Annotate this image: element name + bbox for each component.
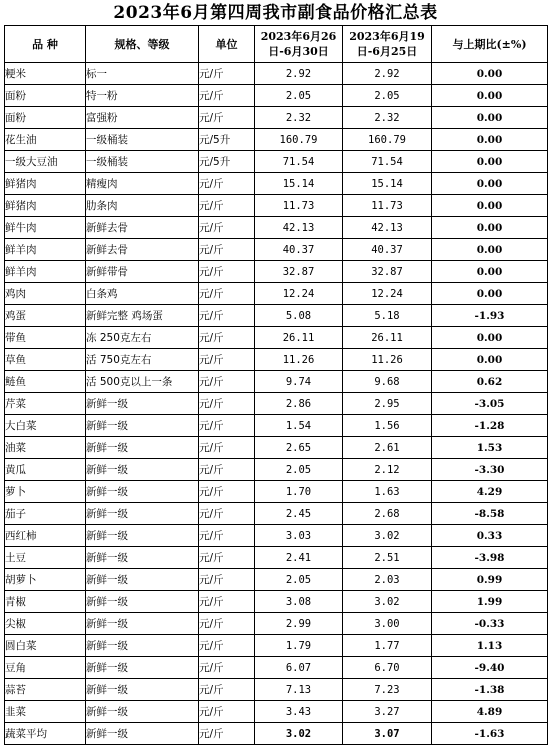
table-row (5, 481, 548, 503)
cell-spec: 新鲜一级 (86, 415, 199, 437)
table-row (5, 151, 548, 173)
cell-unit: 元/斤 (199, 569, 255, 591)
cell-unit: 元/斤 (199, 327, 255, 349)
cell-name: 鲜猪肉 (5, 173, 86, 195)
cell-change: 1.53 (432, 437, 548, 459)
cell-spec: 新鲜一级 (86, 437, 199, 459)
cell-unit: 元/斤 (199, 547, 255, 569)
cell-current-price: 42.13 (255, 217, 343, 239)
cell-unit: 元/斤 (199, 217, 255, 239)
table-row (5, 393, 548, 415)
cell-spec: 肋条肉 (86, 195, 199, 217)
cell-previous-price: 1.56 (343, 415, 432, 437)
cell-name: 蒜苔 (5, 679, 86, 701)
table-row (5, 305, 548, 327)
cell-spec: 新鲜一级 (86, 701, 199, 723)
cell-current-price: 3.08 (255, 591, 343, 613)
table-row (5, 437, 548, 459)
cell-name: 韭菜 (5, 701, 86, 723)
cell-current-price: 11.26 (255, 349, 343, 371)
cell-unit: 元/斤 (199, 349, 255, 371)
table-row (5, 701, 548, 723)
cell-unit: 元/5升 (199, 129, 255, 151)
cell-name: 鸡蛋 (5, 305, 86, 327)
cell-unit: 元/斤 (199, 371, 255, 393)
cell-previous-price: 12.24 (343, 283, 432, 305)
cell-previous-price: 160.79 (343, 129, 432, 151)
cell-change: -1.28 (432, 415, 548, 437)
cell-previous-price: 2.61 (343, 437, 432, 459)
cell-unit: 元/斤 (199, 415, 255, 437)
cell-name: 带鱼 (5, 327, 86, 349)
cell-previous-price: 3.02 (343, 525, 432, 547)
cell-name: 一级大豆油 (5, 151, 86, 173)
cell-unit: 元/斤 (199, 459, 255, 481)
cell-unit: 元/斤 (199, 173, 255, 195)
cell-change: 0.00 (432, 63, 548, 85)
cell-current-price: 2.05 (255, 85, 343, 107)
table-row (5, 723, 548, 745)
cell-spec: 新鲜一级 (86, 481, 199, 503)
cell-spec: 标一 (86, 63, 199, 85)
cell-unit: 元/斤 (199, 107, 255, 129)
cell-name: 胡萝卜 (5, 569, 86, 591)
cell-name: 黄瓜 (5, 459, 86, 481)
cell-spec: 新鲜一级 (86, 459, 199, 481)
table-row (5, 217, 548, 239)
cell-unit: 元/斤 (199, 481, 255, 503)
table-row (5, 591, 548, 613)
cell-current-price: 2.32 (255, 107, 343, 129)
cell-previous-price: 1.77 (343, 635, 432, 657)
cell-previous-price: 3.07 (343, 723, 432, 745)
header-previous-week: 2023年6月19日-6月25日 (343, 26, 432, 63)
cell-change: 0.00 (432, 261, 548, 283)
cell-unit: 元/斤 (199, 305, 255, 327)
cell-spec: 新鲜一级 (86, 525, 199, 547)
cell-unit: 元/斤 (199, 239, 255, 261)
table-row (5, 129, 548, 151)
cell-spec: 新鲜一级 (86, 591, 199, 613)
table-row (5, 657, 548, 679)
cell-spec: 新鲜带骨 (86, 261, 199, 283)
cell-unit: 元/斤 (199, 393, 255, 415)
table-row (5, 349, 548, 371)
cell-change: -0.33 (432, 613, 548, 635)
cell-change: -1.63 (432, 723, 548, 745)
cell-current-price: 2.65 (255, 437, 343, 459)
cell-change: -3.05 (432, 393, 548, 415)
table-row (5, 85, 548, 107)
cell-name: 蔬菜平均 (5, 723, 86, 745)
cell-current-price: 1.79 (255, 635, 343, 657)
cell-unit: 元/斤 (199, 679, 255, 701)
cell-change: 0.62 (432, 371, 548, 393)
cell-unit: 元/斤 (199, 85, 255, 107)
cell-spec: 新鲜一级 (86, 503, 199, 525)
cell-spec: 一级桶装 (86, 151, 199, 173)
cell-change: 0.00 (432, 239, 548, 261)
cell-current-price: 7.13 (255, 679, 343, 701)
cell-unit: 元/斤 (199, 503, 255, 525)
cell-current-price: 6.07 (255, 657, 343, 679)
cell-previous-price: 3.00 (343, 613, 432, 635)
cell-spec: 新鲜一级 (86, 657, 199, 679)
cell-previous-price: 2.32 (343, 107, 432, 129)
cell-current-price: 2.99 (255, 613, 343, 635)
cell-change: 0.00 (432, 195, 548, 217)
cell-unit: 元/斤 (199, 657, 255, 679)
cell-current-price: 15.14 (255, 173, 343, 195)
table-row (5, 63, 548, 85)
cell-change: 0.00 (432, 327, 548, 349)
cell-change: 1.99 (432, 591, 548, 613)
table-row (5, 173, 548, 195)
cell-unit: 元/斤 (199, 63, 255, 85)
cell-name: 西红柿 (5, 525, 86, 547)
header-current-week: 2023年6月26日-6月30日 (255, 26, 343, 63)
cell-previous-price: 6.70 (343, 657, 432, 679)
cell-previous-price: 2.92 (343, 63, 432, 85)
cell-spec: 冻 250克左右 (86, 327, 199, 349)
cell-current-price: 3.03 (255, 525, 343, 547)
cell-name: 圆白菜 (5, 635, 86, 657)
cell-unit: 元/斤 (199, 723, 255, 745)
cell-unit: 元/斤 (199, 701, 255, 723)
cell-current-price: 2.05 (255, 459, 343, 481)
price-table (4, 25, 548, 745)
table-row (5, 239, 548, 261)
cell-current-price: 2.86 (255, 393, 343, 415)
table-row (5, 327, 548, 349)
cell-spec: 新鲜一级 (86, 723, 199, 745)
cell-change: 0.00 (432, 85, 548, 107)
cell-spec: 新鲜一级 (86, 569, 199, 591)
cell-name: 茄子 (5, 503, 86, 525)
cell-name: 草鱼 (5, 349, 86, 371)
cell-change: -8.58 (432, 503, 548, 525)
cell-change: 0.00 (432, 151, 548, 173)
cell-spec: 新鲜完整 鸡场蛋 (86, 305, 199, 327)
cell-unit: 元/斤 (199, 283, 255, 305)
cell-unit: 元/斤 (199, 525, 255, 547)
cell-change: 0.00 (432, 283, 548, 305)
cell-previous-price: 2.05 (343, 85, 432, 107)
table-row (5, 283, 548, 305)
cell-change: 0.99 (432, 569, 548, 591)
cell-current-price: 40.37 (255, 239, 343, 261)
cell-name: 豆角 (5, 657, 86, 679)
cell-previous-price: 2.03 (343, 569, 432, 591)
cell-spec: 新鲜一级 (86, 613, 199, 635)
cell-previous-price: 5.18 (343, 305, 432, 327)
cell-unit: 元/5升 (199, 151, 255, 173)
cell-current-price: 5.08 (255, 305, 343, 327)
cell-spec: 新鲜一级 (86, 547, 199, 569)
cell-name: 青椒 (5, 591, 86, 613)
cell-previous-price: 2.95 (343, 393, 432, 415)
cell-change: 0.00 (432, 173, 548, 195)
cell-spec: 一级桶装 (86, 129, 199, 151)
cell-previous-price: 3.27 (343, 701, 432, 723)
cell-change: 4.89 (432, 701, 548, 723)
cell-name: 萝卜 (5, 481, 86, 503)
cell-previous-price: 11.26 (343, 349, 432, 371)
table-row (5, 679, 548, 701)
cell-previous-price: 26.11 (343, 327, 432, 349)
cell-previous-price: 32.87 (343, 261, 432, 283)
cell-name: 花生油 (5, 129, 86, 151)
cell-spec: 精瘦肉 (86, 173, 199, 195)
cell-name: 大白菜 (5, 415, 86, 437)
cell-previous-price: 9.68 (343, 371, 432, 393)
table-row (5, 613, 548, 635)
cell-change: -9.40 (432, 657, 548, 679)
cell-current-price: 9.74 (255, 371, 343, 393)
header-spec: 规格、等级 (86, 26, 199, 63)
table-row (5, 503, 548, 525)
cell-change: 0.00 (432, 349, 548, 371)
cell-spec: 特一粉 (86, 85, 199, 107)
cell-previous-price: 3.02 (343, 591, 432, 613)
header-unit: 单位 (199, 26, 255, 63)
cell-name: 土豆 (5, 547, 86, 569)
cell-name: 油菜 (5, 437, 86, 459)
table-row (5, 635, 548, 657)
cell-name: 鲜牛肉 (5, 217, 86, 239)
table-row (5, 415, 548, 437)
cell-spec: 新鲜去骨 (86, 239, 199, 261)
cell-change: 4.29 (432, 481, 548, 503)
cell-current-price: 3.43 (255, 701, 343, 723)
cell-change: -3.98 (432, 547, 548, 569)
table-row (5, 569, 548, 591)
table-row (5, 261, 548, 283)
cell-current-price: 12.24 (255, 283, 343, 305)
cell-spec: 新鲜一级 (86, 635, 199, 657)
cell-change: 0.00 (432, 107, 548, 129)
header-name: 品 种 (5, 26, 86, 63)
cell-previous-price: 2.12 (343, 459, 432, 481)
table-body (5, 63, 548, 745)
cell-change: 1.13 (432, 635, 548, 657)
cell-unit: 元/斤 (199, 195, 255, 217)
cell-name: 面粉 (5, 85, 86, 107)
cell-unit: 元/斤 (199, 437, 255, 459)
cell-current-price: 11.73 (255, 195, 343, 217)
cell-current-price: 71.54 (255, 151, 343, 173)
cell-spec: 新鲜一级 (86, 679, 199, 701)
cell-spec: 活 750克左右 (86, 349, 199, 371)
header-change: 与上期比(±%) (432, 26, 548, 63)
cell-unit: 元/斤 (199, 261, 255, 283)
cell-current-price: 2.45 (255, 503, 343, 525)
cell-change: 0.33 (432, 525, 548, 547)
table-row (5, 525, 548, 547)
table-row (5, 547, 548, 569)
cell-previous-price: 15.14 (343, 173, 432, 195)
cell-current-price: 2.92 (255, 63, 343, 85)
cell-name: 鲢鱼 (5, 371, 86, 393)
cell-change: 0.00 (432, 217, 548, 239)
cell-current-price: 1.70 (255, 481, 343, 503)
cell-name: 鸡肉 (5, 283, 86, 305)
cell-previous-price: 40.37 (343, 239, 432, 261)
cell-previous-price: 2.68 (343, 503, 432, 525)
cell-current-price: 32.87 (255, 261, 343, 283)
table-row (5, 107, 548, 129)
table-row (5, 371, 548, 393)
cell-unit: 元/斤 (199, 635, 255, 657)
cell-previous-price: 42.13 (343, 217, 432, 239)
cell-change: 0.00 (432, 129, 548, 151)
cell-spec: 活 500克以上一条 (86, 371, 199, 393)
cell-spec: 富强粉 (86, 107, 199, 129)
cell-spec: 白条鸡 (86, 283, 199, 305)
cell-current-price: 1.54 (255, 415, 343, 437)
cell-name: 鲜羊肉 (5, 261, 86, 283)
table-row (5, 195, 548, 217)
cell-spec: 新鲜去骨 (86, 217, 199, 239)
cell-name: 粳米 (5, 63, 86, 85)
cell-previous-price: 7.23 (343, 679, 432, 701)
cell-name: 鲜猪肉 (5, 195, 86, 217)
cell-current-price: 3.02 (255, 723, 343, 745)
cell-name: 鲜羊肉 (5, 239, 86, 261)
cell-current-price: 2.41 (255, 547, 343, 569)
cell-current-price: 160.79 (255, 129, 343, 151)
cell-spec: 新鲜一级 (86, 393, 199, 415)
cell-change: -1.93 (432, 305, 548, 327)
cell-previous-price: 1.63 (343, 481, 432, 503)
cell-unit: 元/斤 (199, 591, 255, 613)
cell-name: 尖椒 (5, 613, 86, 635)
cell-previous-price: 11.73 (343, 195, 432, 217)
cell-current-price: 2.05 (255, 569, 343, 591)
table-row (5, 459, 548, 481)
page-title: 2023年6月第四周我市副食品价格汇总表 (113, 3, 438, 23)
cell-previous-price: 71.54 (343, 151, 432, 173)
table-header-row (5, 26, 548, 63)
cell-name: 芹菜 (5, 393, 86, 415)
cell-change: -3.30 (432, 459, 548, 481)
cell-previous-price: 2.51 (343, 547, 432, 569)
cell-unit: 元/斤 (199, 613, 255, 635)
cell-current-price: 26.11 (255, 327, 343, 349)
cell-name: 面粉 (5, 107, 86, 129)
cell-change: -1.38 (432, 679, 548, 701)
